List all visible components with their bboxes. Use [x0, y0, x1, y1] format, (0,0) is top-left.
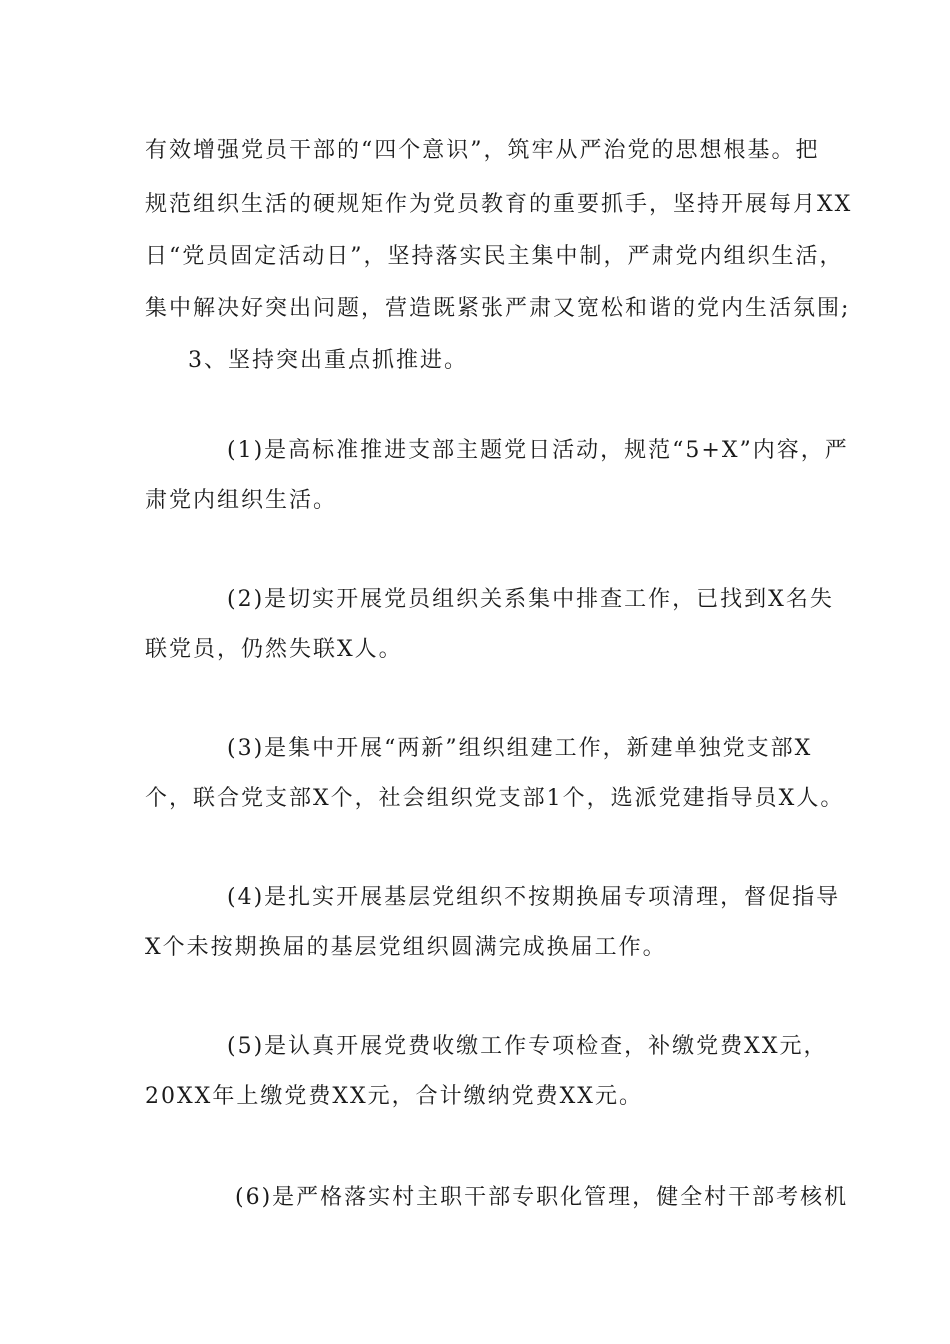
item-5-line-2: 20XX年上缴党费XX元，合计缴纳党费XX元。: [145, 1084, 643, 1109]
item-2-line-1: (2)是切实开展党员组织关系集中排查工作，已找到X名失: [227, 587, 834, 612]
item-2-line-2: 联党员，仍然失联X人。: [145, 637, 403, 662]
paragraph-line-2: 规范组织生活的硬规矩作为党员教育的重要抓手，坚持开展每月XX: [145, 192, 853, 217]
item-6-line-1: (6)是严格落实村主职干部专职化管理，健全村干部考核机: [235, 1185, 849, 1210]
paragraph-line-4: 集中解决好突出问题，营造既紧张严肃又宽松和谐的党内生活氛围;: [145, 296, 851, 321]
item-1-line-1: (1)是高标准推进支部主题党日活动，规范“5+X”内容，严: [227, 438, 849, 463]
item-3-line-1: (3)是集中开展“两新”组织组建工作，新建单独党支部X: [227, 736, 813, 761]
paragraph-line-3: 日“党员固定活动日”，坚持落实民主集中制，严肃党内组织生活，: [145, 244, 844, 269]
paragraph-line-1: 有效增强党员干部的“四个意识”，筑牢从严治党的思想根基。把: [145, 138, 820, 163]
item-4-line-2: X个未按期换届的基层党组织圆满完成换届工作。: [145, 935, 667, 960]
item-1-line-2: 肃党内组织生活。: [145, 488, 338, 513]
item-5-line-1: (5)是认真开展党费收缴工作专项检查，补缴党费XX元，: [227, 1034, 828, 1059]
item-3-line-2: 个，联合党支部X个，社会组织党支部1个，选派党建指导员X人。: [145, 786, 845, 811]
item-4-line-1: (4)是扎实开展基层党组织不按期换届专项清理，督促指导: [227, 885, 841, 910]
section-heading: 3、坚持突出重点抓推进。: [188, 348, 468, 373]
